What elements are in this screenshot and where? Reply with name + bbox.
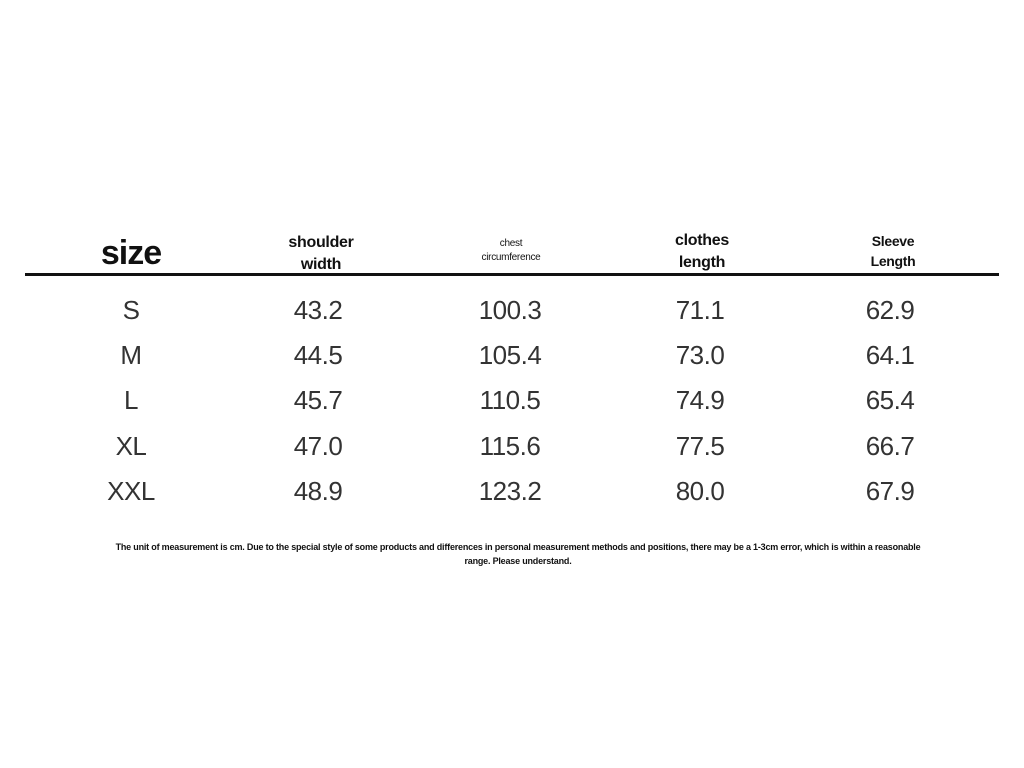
cell-size: S <box>122 295 140 325</box>
cell-chest-circumference: 123.2 <box>478 476 542 506</box>
header-clothes-length-line-1: clothes <box>675 232 729 249</box>
measurement-note: The unit of measurement is cm. Due to the special style of some products and differences in personal measurement methods and positions, there may be a 1-3cm error, which is within a reasonable range. Please understand. <box>115 542 921 566</box>
cell-shoulder-width: 43.2 <box>293 295 343 325</box>
table-row <box>0 385 1024 425</box>
header-clothes-length <box>675 230 729 274</box>
header-shoulder-width-line-2: width <box>300 256 342 273</box>
cell-sleeve-length: 66.7 <box>865 431 915 461</box>
header-chest-line-1: chest <box>499 238 523 249</box>
cell-sleeve-length: 62.9 <box>865 295 915 325</box>
cell-clothes-length: 80.0 <box>675 476 725 506</box>
header-chest-line-2: circumference <box>481 252 541 263</box>
cell-chest-circumference: 105.4 <box>478 340 542 370</box>
header-sleeve-length-line-1: Sleeve <box>871 233 915 249</box>
header-clothes-length-line-2: length <box>678 254 726 271</box>
cell-clothes-length: 74.9 <box>675 385 725 415</box>
header-chest-circumference <box>482 237 541 265</box>
header-divider <box>25 273 999 276</box>
table-row <box>0 431 1024 471</box>
header-size <box>101 234 161 273</box>
table-row <box>0 476 1024 516</box>
header-sleeve-length <box>871 231 916 271</box>
cell-shoulder-width: 47.0 <box>293 431 343 461</box>
cell-shoulder-width: 44.5 <box>293 340 343 370</box>
table-row <box>0 340 1024 380</box>
cell-sleeve-length: 64.1 <box>865 340 915 370</box>
header-size-line-1: size <box>100 234 162 272</box>
cell-chest-circumference: 115.6 <box>479 431 541 461</box>
cell-sleeve-length: 65.4 <box>865 385 915 415</box>
cell-size: M <box>120 340 142 370</box>
cell-shoulder-width: 45.7 <box>293 385 343 415</box>
cell-clothes-length: 77.5 <box>675 431 725 461</box>
header-shoulder-width-line-1: shoulder <box>288 234 354 251</box>
cell-size: XXL <box>107 476 155 506</box>
header-shoulder-width <box>288 232 353 276</box>
cell-sleeve-length: 67.9 <box>865 476 915 506</box>
cell-shoulder-width: 48.9 <box>293 476 343 506</box>
cell-clothes-length: 73.0 <box>675 340 725 370</box>
cell-chest-circumference: 100.3 <box>478 295 542 325</box>
header-sleeve-length-line-2: Length <box>870 253 916 269</box>
cell-chest-circumference: 110.5 <box>479 385 541 415</box>
cell-size: XL <box>115 431 147 461</box>
cell-clothes-length: 71.1 <box>675 295 725 325</box>
cell-size: L <box>124 385 138 415</box>
table-row <box>0 295 1024 335</box>
